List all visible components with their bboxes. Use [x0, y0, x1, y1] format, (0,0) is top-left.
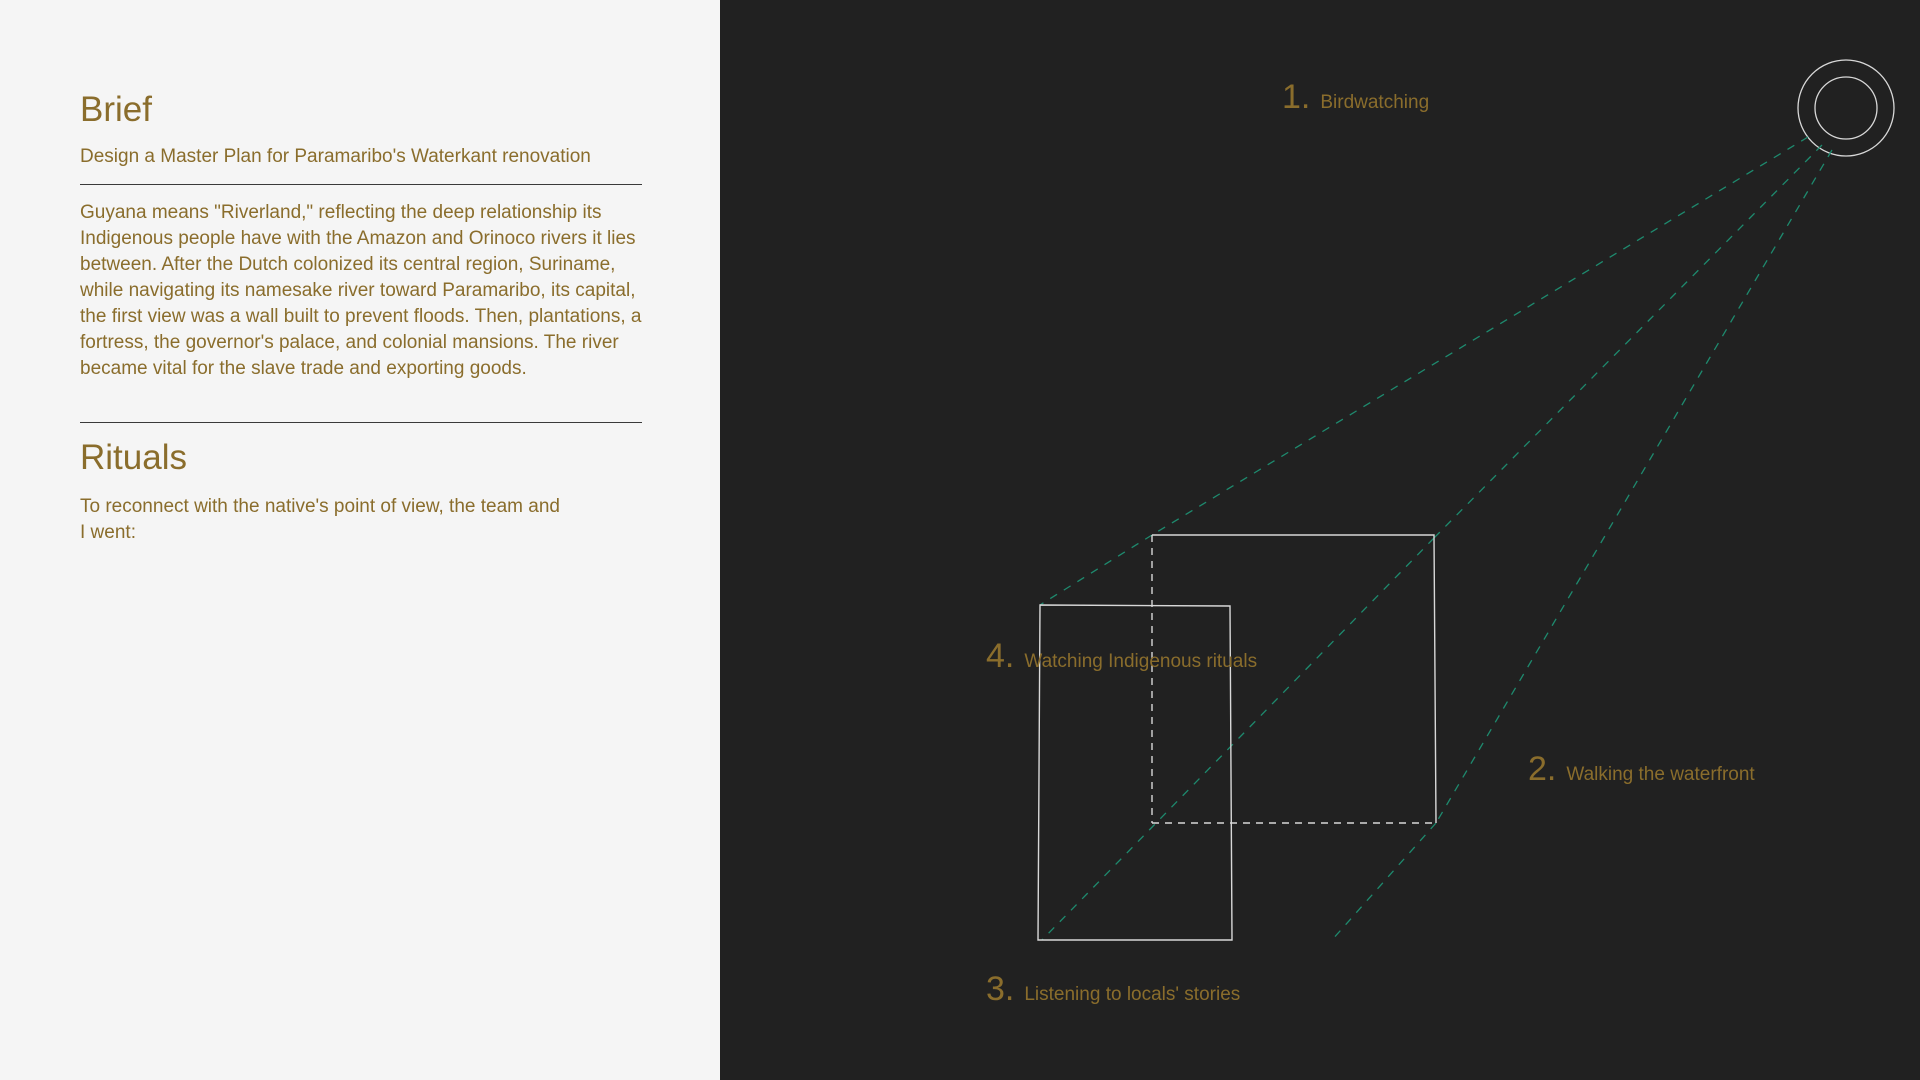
rituals-title: Rituals — [80, 438, 187, 477]
step-label: Birdwatching — [1320, 92, 1430, 113]
brief-body: Guyana means "Riverland," reflecting the deep relationship its Indigenous people have with the Amazon and Orinoco rivers it lies between. After the Dutch colonized its central region, Suriname, while navigating its namesake river toward Paramaribo, its capital, the first view was a wall built to prevent floods. Then, plantations, a fortress, the governor's palace, and colonial mansions. The river became vital for the slave trade and exporting goods. — [80, 202, 642, 379]
divider — [80, 184, 642, 185]
step-number: 4. — [986, 637, 1015, 675]
sight-line-front-diagonal — [1042, 538, 1434, 940]
step-label: Walking the waterfront — [1566, 764, 1755, 785]
sight-line-back-bottom-right — [1436, 150, 1832, 823]
viewpoint-eye-icon — [1798, 60, 1894, 156]
brief-subtitle: Design a Master Plan for Paramaribo's Waterkant renovation — [80, 146, 591, 167]
perspective-diagram — [720, 0, 1920, 1080]
brief-title: Brief — [80, 90, 152, 129]
sight-line-back-top-right — [1434, 145, 1822, 538]
step-label: Watching Indigenous rituals — [1024, 651, 1258, 672]
step-label: Listening to locals' stories — [1024, 984, 1241, 1005]
step-listening-locals — [986, 970, 1240, 1009]
step-number: 2. — [1528, 750, 1557, 788]
step-number: 3. — [986, 970, 1015, 1008]
step-number: 1. — [1282, 78, 1311, 116]
step-walking-waterfront — [1528, 750, 1755, 789]
diagram-panel — [720, 0, 1920, 1080]
sight-line-front-bottom-right — [1332, 823, 1436, 940]
step-watching-rituals — [986, 637, 1257, 676]
brief-panel — [0, 0, 720, 1080]
eye-inner-ring — [1815, 77, 1877, 139]
sight-line-front-top-left — [1040, 535, 1152, 605]
eye-outer-ring — [1798, 60, 1894, 156]
rituals-body: To reconnect with the native's point of view, the team and I went: — [80, 496, 560, 543]
sight-line-back-top-left — [1152, 137, 1808, 535]
divider — [80, 422, 642, 423]
back-frame-visible-edges — [1152, 535, 1436, 823]
step-birdwatching — [1282, 78, 1429, 117]
